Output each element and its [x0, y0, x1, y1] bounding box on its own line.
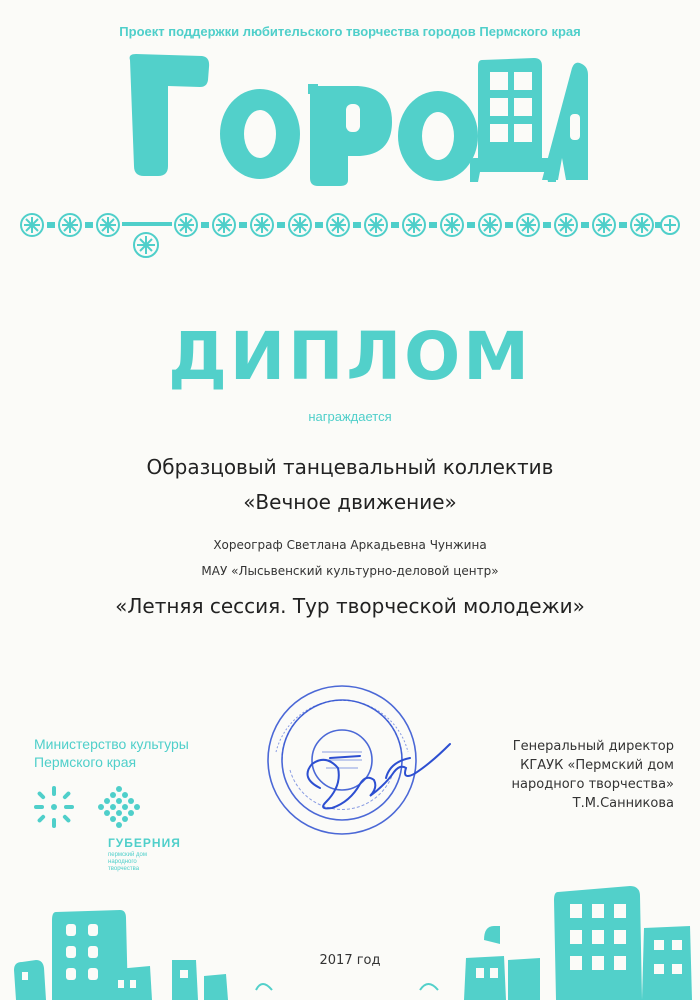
diploma-title: ДИПЛОМ: [168, 318, 532, 395]
goroda-logo: [110, 40, 590, 190]
director-name: Т.М.Санникова: [572, 796, 674, 811]
ministry-logos: [34, 782, 174, 832]
event-title: «Летняя сессия. Тур творческой молодежи»: [115, 594, 585, 618]
director-line-1: Генеральный директор: [512, 739, 674, 754]
city-skyline: [0, 840, 700, 1000]
recipient-line-1: Образцовый танцевальный коллектив: [146, 455, 554, 479]
director-block: [512, 737, 674, 813]
ministry-line-1: Министерство культуры: [34, 736, 189, 752]
project-line: Проект поддержки любительского творчества городов Пермского края: [119, 24, 581, 39]
choreographer: Хореограф Светлана Аркадьевна Чунжина: [213, 538, 487, 552]
awarded-label: награждается: [308, 409, 392, 424]
ornament-border: [18, 205, 682, 271]
ministry-line-2: Пермского края: [34, 754, 137, 770]
gubernia-subtitle: пермский дом народного творчества: [108, 852, 148, 872]
ministry-block: [34, 735, 189, 771]
organization: МАУ «Лысьвенский культурно-деловой центр»: [201, 564, 499, 578]
director-line-3: народного творчества»: [511, 777, 674, 792]
director-signature: [290, 718, 460, 828]
gubernia-title: ГУБЕРНИЯ: [108, 836, 181, 850]
recipient-line-2: «Вечное движение»: [243, 490, 457, 514]
director-line-2: КГАУК «Пермский дом: [520, 758, 674, 773]
year: 2017 год: [319, 953, 381, 968]
